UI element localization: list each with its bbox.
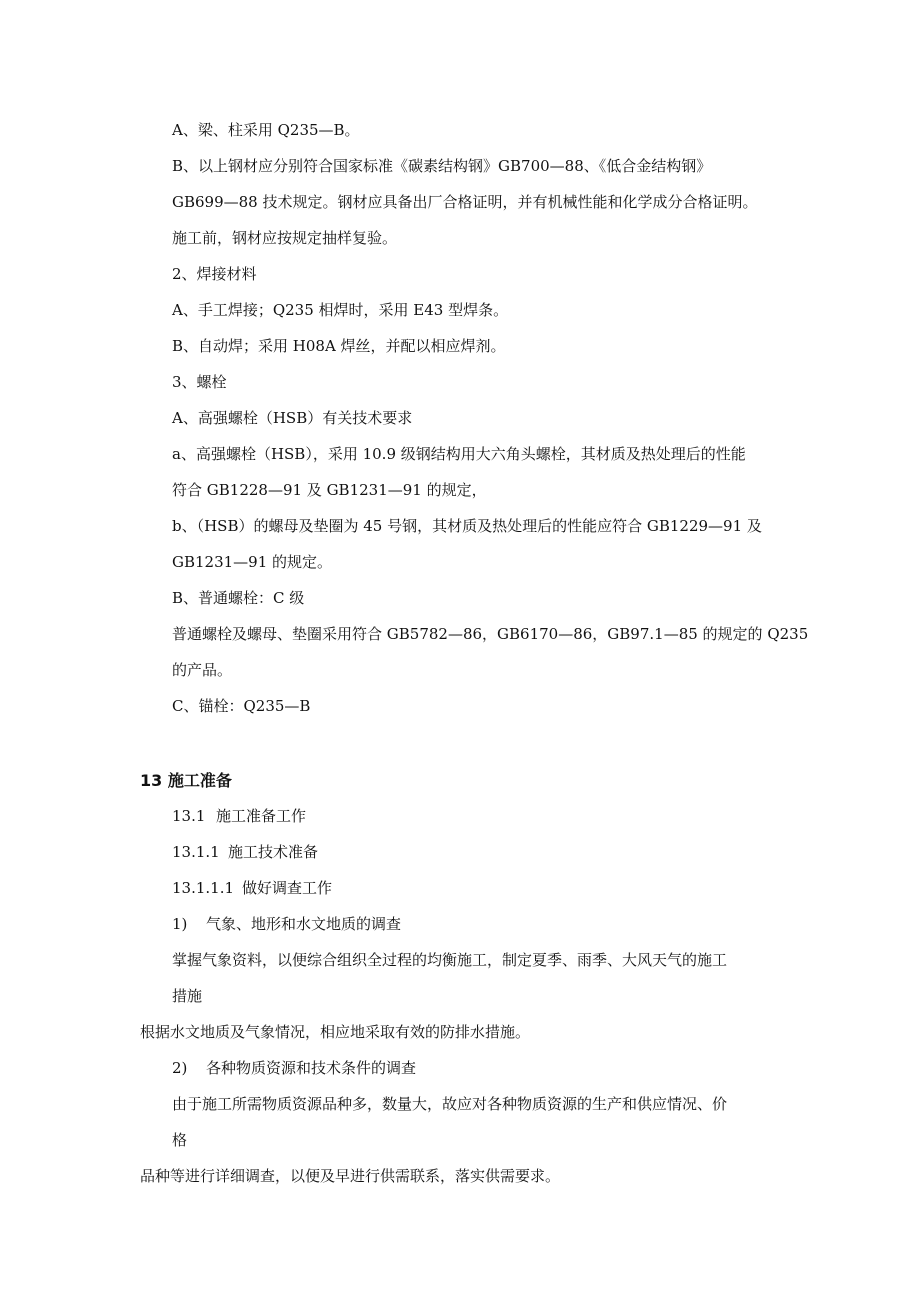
bolt-spec-a-b-line2: GB1231—91 的规定。 — [172, 553, 333, 571]
item-2-number: 2) — [172, 1059, 188, 1077]
welding-title: 2、焊接材料 — [172, 265, 257, 283]
section-13-1-number: 13.1 — [172, 807, 206, 825]
section-13-1-1-1-title: 做好调查工作 — [242, 879, 333, 897]
section-13-1-1-number: 13.1.1 — [172, 843, 220, 861]
steel-spec-a: A、梁、柱采用 Q235—B。 — [172, 121, 360, 139]
bolt-spec-a: A、高强螺栓（HSB）有关技术要求 — [172, 409, 413, 427]
welding-spec-a: A、手工焊接；Q235 相焊时，采用 E43 型焊条。 — [172, 301, 509, 319]
bolt-spec-a-a-line2: 符合 GB1228—91 及 GB1231—91 的规定， — [172, 481, 487, 499]
bolt-title: 3、螺栓 — [172, 373, 227, 391]
section-13-1-1-title: 施工技术准备 — [228, 843, 319, 861]
item-1-para2: 根据水文地质及气象情况，相应地采取有效的防排水措施。 — [140, 1023, 531, 1041]
item-1-title: 气象、地形和水文地质的调查 — [206, 915, 402, 933]
section-13-1-title: 施工准备工作 — [216, 807, 307, 825]
item-1-para1-line1: 掌握气象资料，以便综合组织全过程的均衡施工，制定夏季、雨季、大风天气的施工 — [172, 951, 728, 969]
section-13-1-1-1 — [172, 878, 332, 898]
bolt-spec-c: C、锚栓：Q235—B — [172, 697, 311, 715]
item-1-number: 1) — [172, 915, 188, 933]
steel-spec-b-line3: 施工前，钢材应按规定抽样复验。 — [172, 229, 398, 247]
item-2-para1-line1: 由于施工所需物质资源品种多，数量大，故应对各种物质资源的生产和供应情况、价 — [172, 1095, 728, 1113]
bolt-spec-a-a-line1: a、高强螺栓（HSB），采用 10.9 级钢结构用大六角头螺栓，其材质及热处理后的性能 — [172, 445, 746, 463]
section-13-1-1 — [172, 842, 318, 862]
item-2 — [172, 1058, 416, 1078]
bolt-spec-a-b-line1: b、（HSB）的螺母及垫圈为 45 号钢，其材质及热处理后的性能应符合 GB1229—91 及 — [172, 517, 762, 535]
section-13-heading: 13 施工准备 — [140, 771, 232, 790]
bolt-spec-b: B、普通螺栓：C 级 — [172, 589, 305, 607]
item-2-para2: 品种等进行详细调查，以便及早进行供需联系，落实供需要求。 — [140, 1167, 561, 1185]
item-1 — [172, 914, 401, 934]
item-2-title: 各种物质资源和技术条件的调查 — [206, 1059, 417, 1077]
item-1-para1-line2: 措施 — [172, 987, 203, 1005]
item-2-para1-line2: 格 — [172, 1131, 188, 1149]
steel-spec-b-line1: B、以上钢材应分别符合国家标准《碳素结构钢》GB700—88、《低合金结构钢》 — [172, 157, 712, 175]
bolt-spec-b-desc-line2: 的产品。 — [172, 661, 233, 679]
welding-spec-b: B、自动焊；采用 H08A 焊丝，并配以相应焊剂。 — [172, 337, 506, 355]
steel-spec-b-line2: GB699—88 技术规定。钢材应具备出厂合格证明，并有机械性能和化学成分合格证明。 — [172, 193, 758, 211]
bolt-spec-b-desc-line1: 普通螺栓及螺母、垫圈采用符合 GB5782—86，GB6170—86，GB97.1—85 的规定的 Q235 — [172, 625, 809, 643]
section-13-1-1-1-number: 13.1.1.1 — [172, 879, 235, 897]
section-13-1 — [172, 806, 306, 826]
